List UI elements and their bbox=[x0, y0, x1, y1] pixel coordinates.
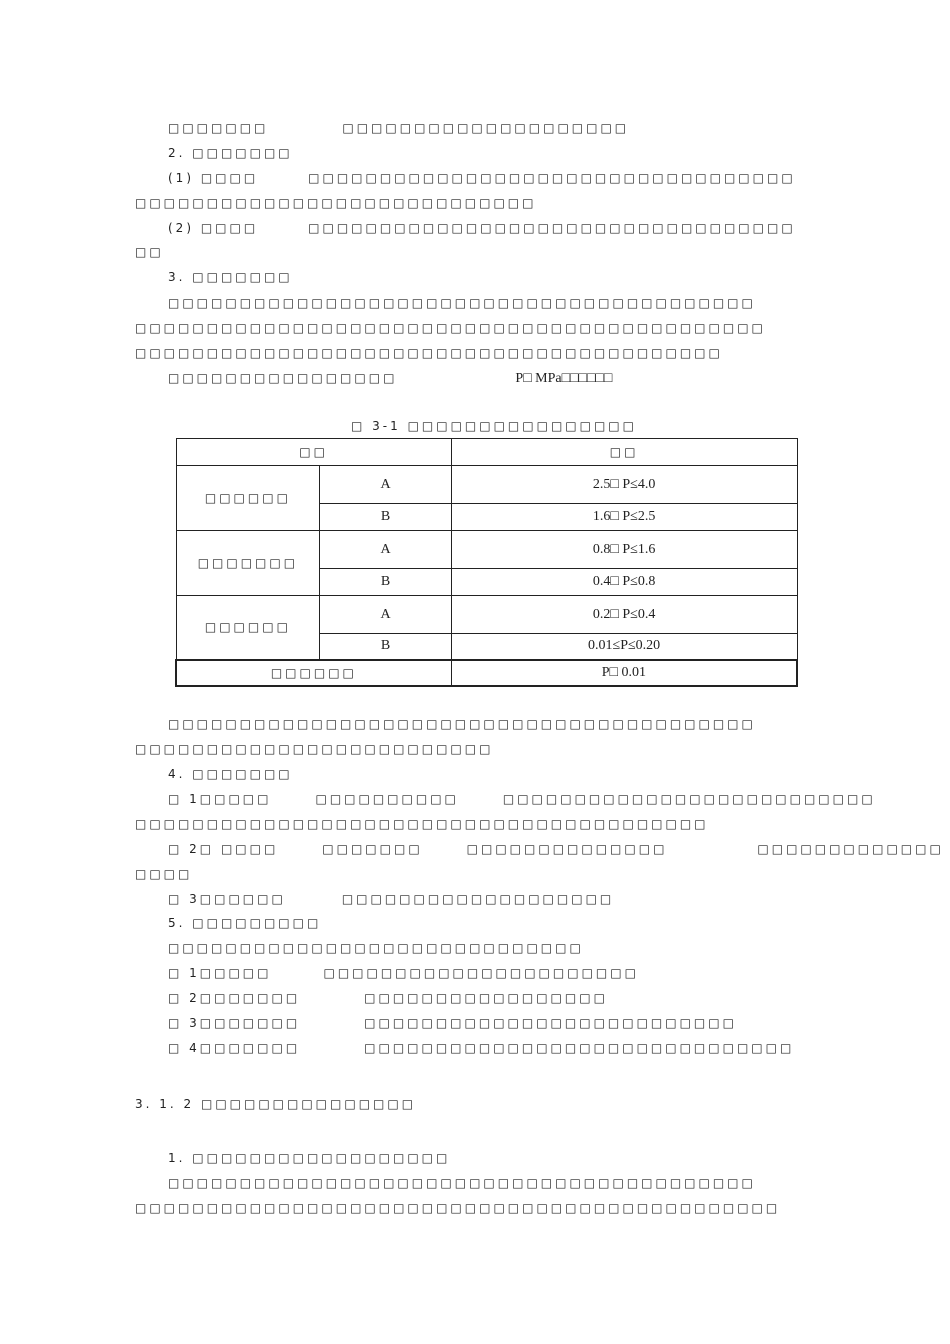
heading-5: 5. □□□□□□□□□ bbox=[168, 916, 322, 930]
table-row bbox=[176, 596, 797, 634]
text-line: □□□□□□□□□□□□□□□□□□□□□□□□□□□□□□□□□□□□□□□□□□□□□ bbox=[135, 1201, 781, 1215]
text-line: □□□□□□□□□□□□□□□□□□□□□□□□□□□□□□□□□□□□□□□□□ bbox=[168, 296, 756, 310]
list-item: □ 1□□□□□ □□□□□□□□□□□□□□□□□□□□□□ bbox=[168, 966, 639, 980]
table-header-row bbox=[176, 439, 797, 466]
text-line: □ 1□□□□□ □□□□□□□□□□ □□□□□□□□□□□□□□□□□□□□□□□□□□ bbox=[168, 792, 876, 806]
table-group-cell: □□□□□□ bbox=[176, 466, 320, 531]
section-heading: 3. 1. 2 □□□□□□□□□□□□□□□ bbox=[135, 1097, 417, 1111]
text-line: □□□□□□□□□□□□□□□□□□□□□□□□□ bbox=[135, 742, 494, 756]
table-range-cell: 0.4□ P≤0.8 bbox=[451, 569, 797, 596]
table-range-cell: 2.5□ P≤4.0 bbox=[451, 466, 797, 504]
table-group-cell: □□□□□□ bbox=[176, 660, 451, 686]
text-line: (2) □□□□ □□□□□□□□□□□□□□□□□□□□□□□□□□□□□□□□□□ bbox=[168, 221, 796, 235]
table-header-cell: □□ bbox=[176, 439, 451, 466]
table-range-cell: 1.6□ P≤2.5 bbox=[451, 504, 797, 531]
text-line: □□□□□□□ □□□□□□□□□□□□□□□□□□□□ bbox=[168, 121, 630, 135]
heading-4: 4. □□□□□□□ bbox=[168, 767, 293, 781]
text-line: □ 2□ □□□□ □□□□□□□ □□□□□□□□□□□□□□ □□□□□□□□□□□□□ bbox=[168, 842, 944, 856]
table-range-cell: 0.01≤P≤0.20 bbox=[451, 634, 797, 660]
table-range-cell: 0.2□ P≤0.4 bbox=[451, 596, 797, 634]
table-caption: □ 3-1 □□□□□□□□□□□□□□□□ bbox=[351, 419, 637, 433]
table-grade-cell: A bbox=[320, 466, 451, 504]
heading-3: 3. □□□□□□□ bbox=[168, 270, 293, 284]
text-line: □□□□□□□□□□□□□□□□□□□□□□□□□□□□□□□□□□□□□□□□□□□□ bbox=[135, 321, 766, 335]
table-grade-cell: B bbox=[320, 634, 451, 660]
text-line: □ 3□□□□□□ □□□□□□□□□□□□□□□□□□□ bbox=[168, 892, 615, 906]
table-grade-cell: A bbox=[320, 596, 451, 634]
table-row bbox=[176, 531, 797, 569]
heading-6: 1. □□□□□□□□□□□□□□□□□□ bbox=[168, 1151, 451, 1165]
table-grade-cell: B bbox=[320, 569, 451, 596]
text-line: □□ bbox=[135, 245, 164, 259]
text-line: □□□□□□□□□□□□□□□□□□□□□□□□□□□□□□□□□□□□□□□□□ bbox=[135, 346, 723, 360]
table-header-cell: □□ bbox=[451, 439, 797, 466]
list-item: □ 4□□□□□□□ □□□□□□□□□□□□□□□□□□□□□□□□□□□□□□ bbox=[168, 1041, 795, 1055]
text-line: □□□□□□□□□□□□□□□□□□□□□□□□□□□□□ bbox=[168, 941, 584, 955]
text-line: □□□□□□□□□□□□□□□□□□□□□□□□□□□□□□□□□□□□□□□□□ bbox=[168, 1176, 756, 1190]
list-item: □ 2□□□□□□□ □□□□□□□□□□□□□□□□□ bbox=[168, 991, 608, 1005]
heading-2: 2. □□□□□□□ bbox=[168, 146, 293, 160]
list-item: □ 3□□□□□□□ □□□□□□□□□□□□□□□□□□□□□□□□□□ bbox=[168, 1016, 737, 1030]
table-grade-cell: B bbox=[320, 504, 451, 531]
table-row bbox=[176, 660, 797, 686]
table-range-cell: P□ 0.01 bbox=[451, 660, 797, 686]
table-group-cell: □□□□□□ bbox=[176, 596, 320, 660]
text-line: □□□□□□□□□□□□□□□□□□□□□□□□□□□□□□□□□□□□□□□□□ bbox=[168, 717, 756, 731]
table-range-cell: 0.8□ P≤1.6 bbox=[451, 531, 797, 569]
text-line: (1) □□□□ □□□□□□□□□□□□□□□□□□□□□□□□□□□□□□□□□□ bbox=[168, 171, 796, 185]
classification-table bbox=[175, 438, 798, 687]
text-line: □□□□□□□□□□□□□□□□□□□□□□□□□□□□ bbox=[135, 196, 537, 210]
text-line: □□□□□□□□□□□□□□□□□□□□□□□□□□□□□□□□□□□□□□□□ bbox=[135, 817, 709, 831]
table-group-cell: □□□□□□□ bbox=[176, 531, 320, 596]
table-row bbox=[176, 466, 797, 504]
text-line: □□□□□□□□□□□□□□□□ P□ MPa□□□□□□ bbox=[168, 371, 613, 386]
text-line: □□□□ bbox=[135, 867, 193, 881]
table-grade-cell: A bbox=[320, 531, 451, 569]
